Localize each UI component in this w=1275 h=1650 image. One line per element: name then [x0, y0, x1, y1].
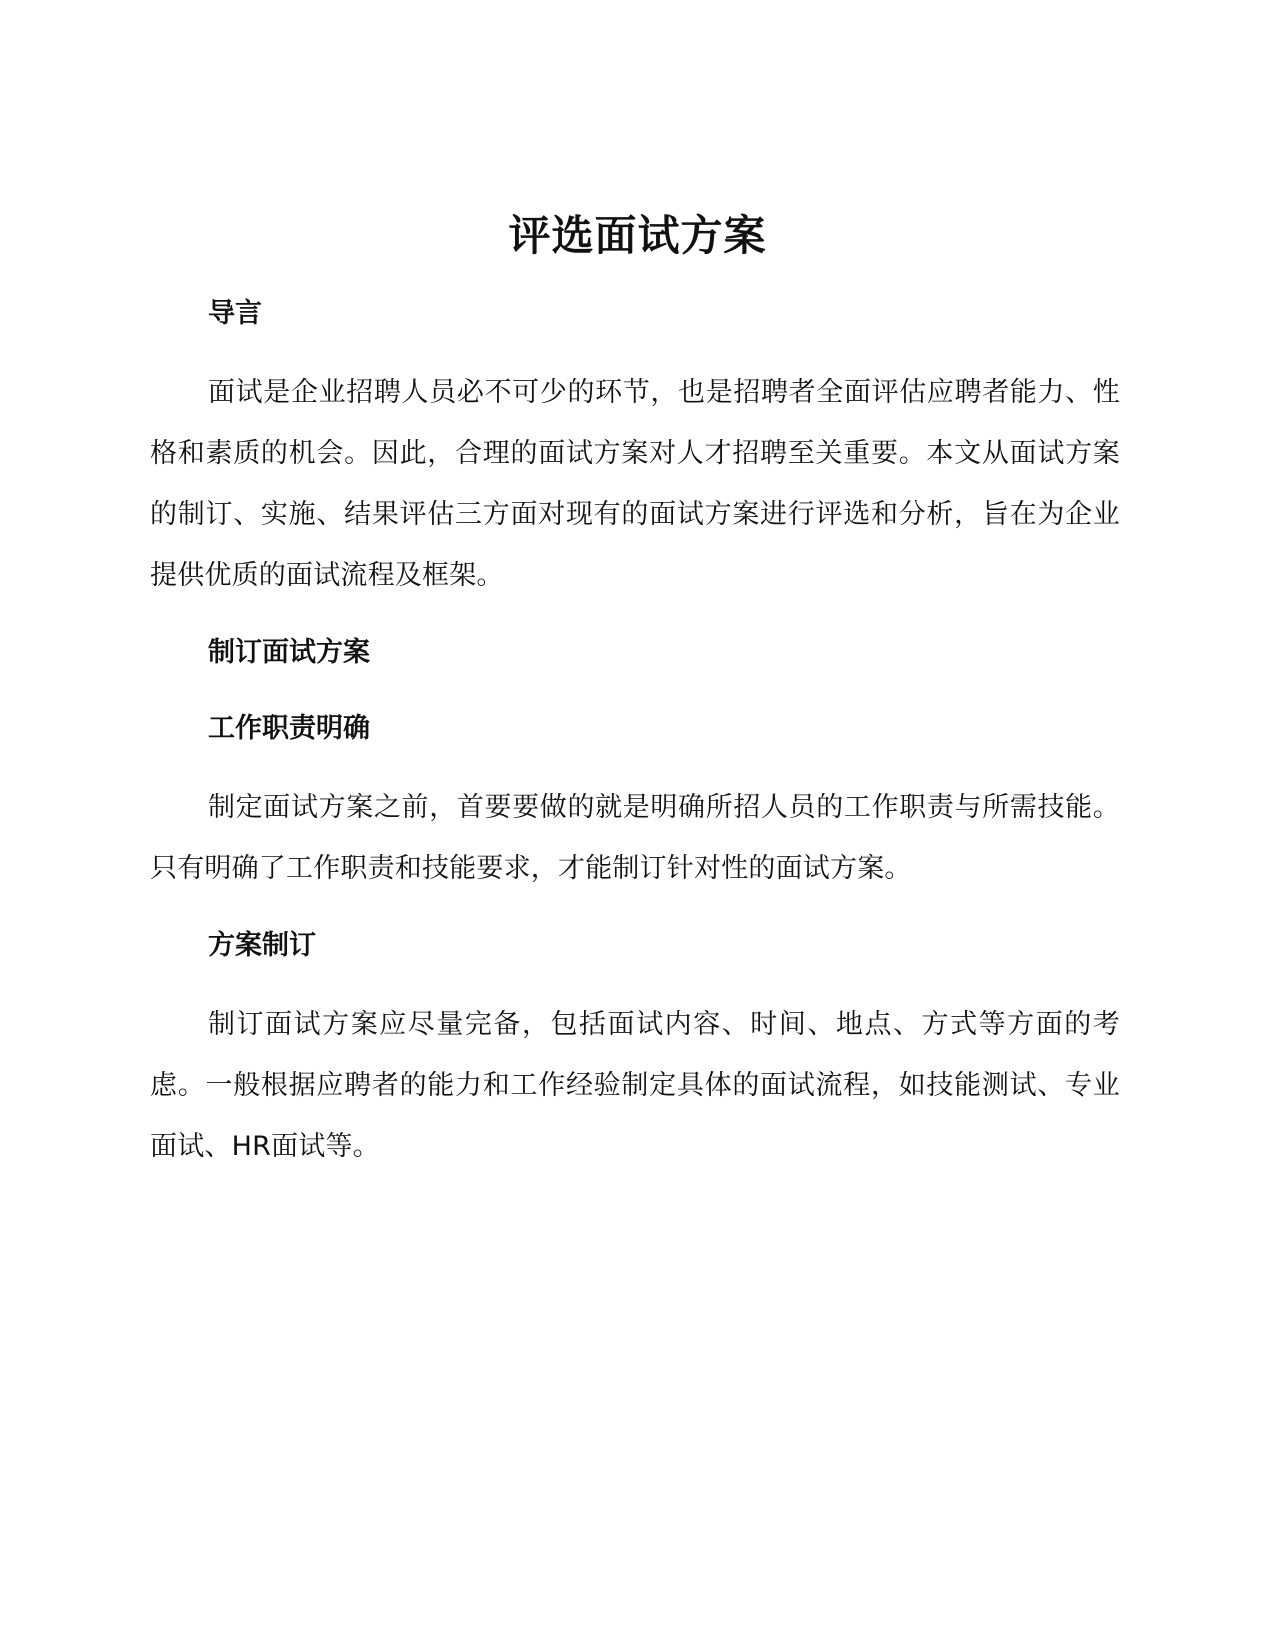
- document-title: 评选面试方案: [508, 211, 767, 260]
- subsection-heading-plan: 方案制订: [208, 930, 316, 961]
- subsection-heading-duty: 工作职责明确: [208, 713, 370, 744]
- paragraph-intro: 面试是企业招聘人员必不可少的环节，也是招聘者全面评估应聘者能力、性格和素质的机会。因此，合理的面试方案对人才招聘至关重要。本文从面试方案的制订、实施、结果评估三方面对现有的面试方案进行评选和分析，旨在为企业提供优质的面试流程及框架。: [150, 377, 1120, 591]
- section-heading-make-plan: 制订面试方案: [208, 637, 370, 668]
- paragraph-plan: 制订面试方案应尽量完备，包括面试内容、时间、地点、方式等方面的考虑。一般根据应聘者的能力和工作经验制定具体的面试流程，如技能测试、专业面试、HR面试等。: [150, 1009, 1120, 1162]
- paragraph-duty: 制定面试方案之前，首要要做的就是明确所招人员的工作职责与所需技能。只有明确了工作职责和技能要求，才能制订针对性的面试方案。: [150, 792, 1120, 884]
- section-heading-intro: 导言: [208, 298, 262, 329]
